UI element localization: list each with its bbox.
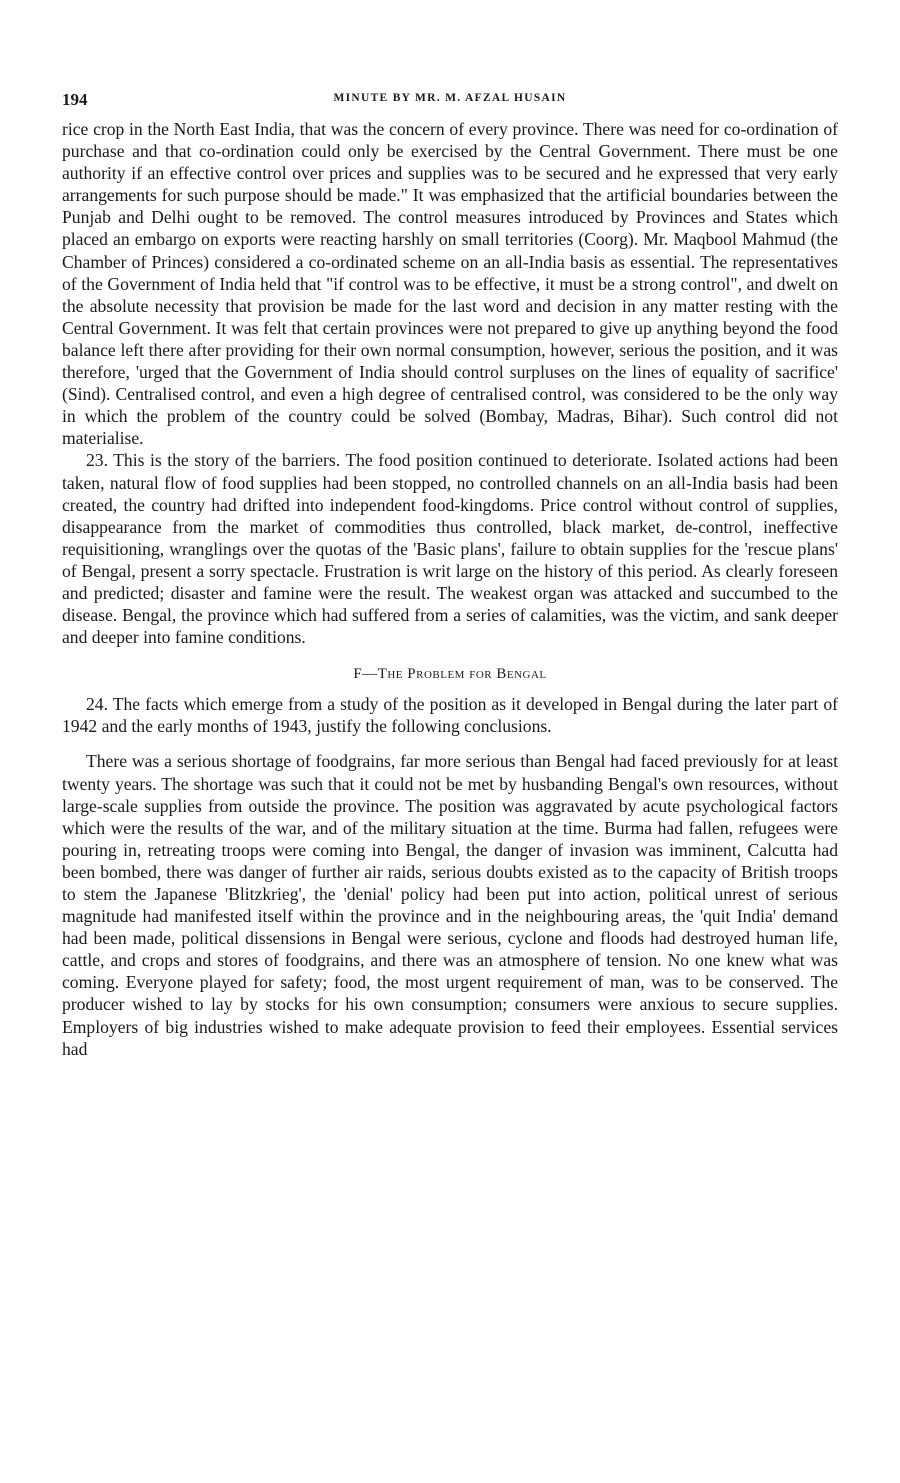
document-page bbox=[62, 90, 838, 1060]
page-number: 194 bbox=[62, 90, 88, 109]
paragraph-continued: rice crop in the North East India, that was the concern of every province. There was need for co-ordination of purchase and that co-ordination could only be exercised by the Central Government. There must be one authority if an effective control over prices and supplies was to be secured and he expressed that very early arrangements for such purpose should be made." It was emphasized that the artificial boundaries between the Punjab and Delhi ought to be removed. The control measures introduced by Provinces and States which placed an embargo on exports were reacting harshly on small territories (Coorg). Mr. Maqbool Mahmud (the Chamber of Princes) considered a co-ordinated scheme on an all-India basis as essential. The representatives of the Government of India held that "if control was to be effective, it must be a strong control", and dwelt on the absolute necessity that provision be made for the last word and decision in any matter resting with the Central Government. It was felt that certain provinces were not prepared to give up anything beyond the food balance left there after providing for their own normal consumption, however, serious the position, and it was therefore, 'urged that the Government of India should control surpluses on the lines of equality of sacrifice' (Sind). Centralised control, and even a high degree of centralised control, was considered to be the only way in which the problem of the country could be solved (Bombay, Madras, Bihar). Such control did not materialise. bbox=[62, 119, 838, 449]
paragraph-24: 24. The facts which emerge from a study of the position as it developed in Bengal during the later part of 1942 and the early months of 1943, justify the following conclusions. bbox=[62, 694, 838, 737]
section-heading: F—The Problem for Bengal bbox=[353, 666, 547, 683]
paragraph-23: 23. This is the story of the barriers. The food position continued to deteriorate. Isolated actions had been taken, natural flow of food supplies had been stopped, no controlled channels on an all-India basis had been created, the country had drifted into independent food-kingdoms. Price control without control of supplies, disappearance from the market of commodities thus controlled, black market, de-control, ineffective requisitioning, wranglings over the quotas of the 'Basic plans', failure to obtain supplies for the 'rescue plans' of Bengal, present a sorry spectacle. Frustration is writ large on the history of this period. As clearly foreseen and predicted; disaster and famine were the result. The weakest organ was attacked and succumbed to the disease. Bengal, the province which had suffered from a series of calamities, was the victim, and sank deeper and deeper into famine conditions. bbox=[62, 450, 838, 648]
paragraph-shortage: There was a serious shortage of foodgrains, far more serious than Bengal had faced previously for at least twenty years. The shortage was such that it could not be met by husbanding Bengal's own resources, without large-scale supplies from outside the province. The position was aggravated by acute psychological factors which were the results of the war, and of the military situation at the time. Burma had fallen, refugees were pouring in, retreating troops were coming into Bengal, the danger of invasion was imminent, Calcutta had been bombed, there was danger of further air raids, serious doubts existed as to the capacity of British troops to stem the Japanese 'Blitzkrieg', the 'denial' policy had been put into action, political unrest of serious magnitude had manifested itself within the province and in the neighbouring areas, the 'quit India' demand had been made, political dissensions in Bengal were serious, cyclone and floods had destroyed human life, cattle, and crops and stores of foodgrains, and there was an atmosphere of tension. No one knew what was coming. Everyone played for safety; food, the most urgent requirement of man, was to be conserved. The producer wished to lay by stocks for his own consumption; consumers were anxious to secure supplies. Employers of big industries wished to make adequate provision to feed their employees. Essential services had bbox=[62, 751, 838, 1059]
running-header bbox=[62, 90, 838, 112]
running-title: MINUTE BY MR. M. AFZAL HUSAIN bbox=[333, 92, 567, 104]
